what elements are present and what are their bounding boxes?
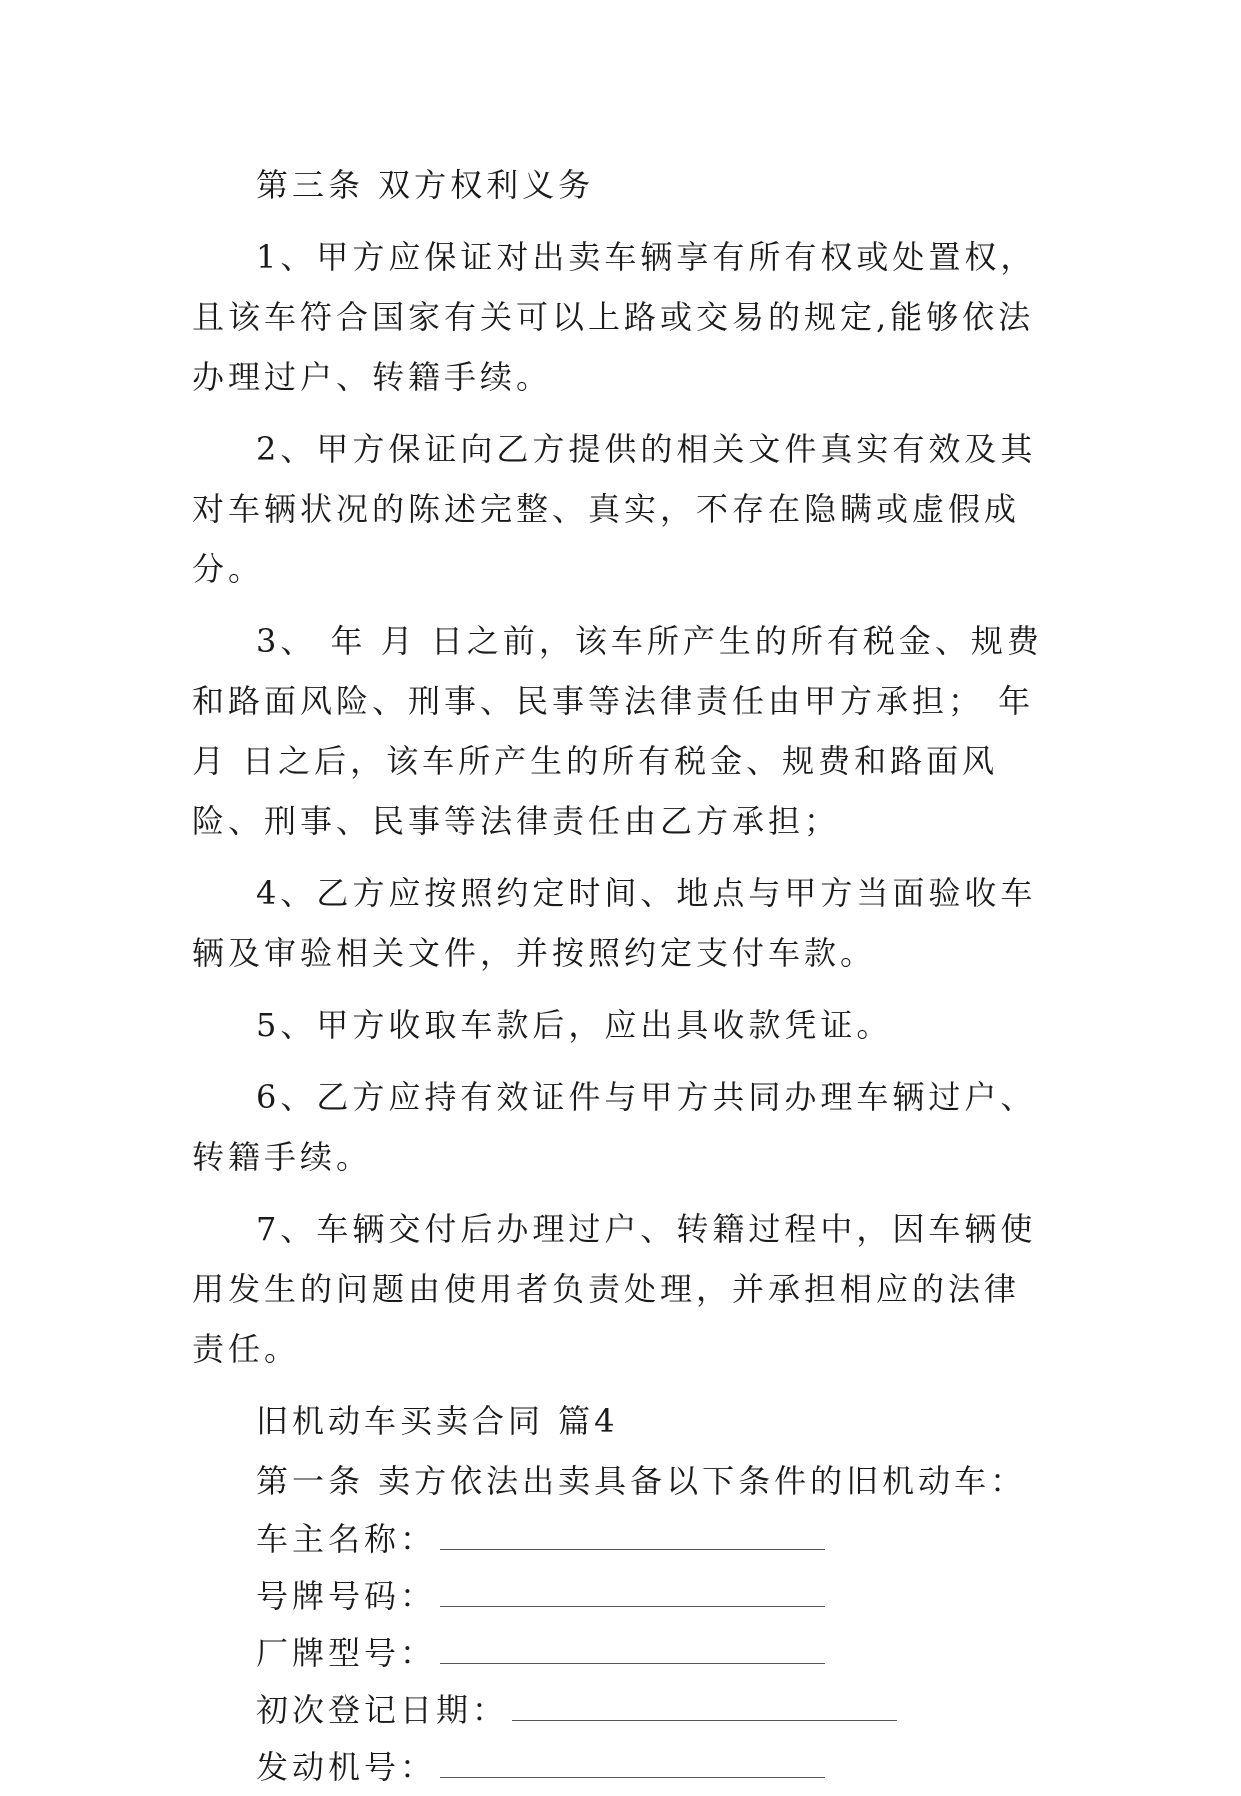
plate-number-field — [192, 1568, 1052, 1625]
article-3-item-2: 2、甲方保证向乙方提供的相关文件真实有效及其对车辆状况的陈述完整、真实，不存在隐瞒或虚假成分。 — [192, 430, 1037, 588]
first-registration-blank[interactable] — [512, 1694, 897, 1721]
first-registration-field — [192, 1682, 1052, 1739]
article-3-item-1: 1、甲方应保证对出卖车辆享有所有权或处置权，且该车符合国家有关可以上路或交易的规定,能够依法办理过户、转籍手续。 — [192, 238, 1037, 396]
plate-number-label: 号牌号码： — [256, 1577, 437, 1615]
plate-number-blank[interactable] — [440, 1580, 825, 1607]
owner-name-label: 车主名称： — [256, 1520, 437, 1558]
brand-model-label: 厂牌型号： — [256, 1634, 437, 1672]
engine-number-label: 发动机号： — [256, 1748, 437, 1786]
owner-name-field — [192, 1511, 1052, 1568]
article-3-item-3: 3、 年 月 日之前，该车所产生的所有税金、规费和路面风险、刑事、民事等法律责任由甲方承担； 年 月 日之后，该车所产生的所有税金、规费和路面风险、刑事、民事等法律责任由乙方承担； — [192, 622, 1043, 840]
brand-model-blank[interactable] — [440, 1637, 825, 1664]
brand-model-field — [192, 1625, 1052, 1682]
first-registration-label: 初次登记日期： — [256, 1691, 509, 1729]
article-3-item-4: 4、乙方应按照约定时间、地点与甲方当面验收车辆及审验相关文件，并按照约定支付车款。 — [192, 874, 1037, 972]
article-3-item-7: 7、车辆交付后办理过户、转籍过程中，因车辆使用发生的问题由使用者负责处理，并承担相应的法律责任。 — [192, 1210, 1037, 1368]
article-3-item-5: 5、甲方收取车款后，应出具收款凭证。 — [256, 1006, 893, 1044]
article-3-item-6: 6、乙方应持有效证件与甲方共同办理车辆过户、转籍手续。 — [192, 1078, 1037, 1176]
section-4-heading: 旧机动车买卖合同 篇4 — [256, 1402, 619, 1440]
article-1-title: 第一条 卖方依法出卖具备以下条件的旧机动车： — [256, 1462, 1027, 1500]
owner-name-blank[interactable] — [440, 1523, 825, 1550]
document-body — [192, 155, 1052, 1796]
article-3-title: 第三条 双方权利义务 — [256, 166, 595, 204]
engine-number-blank[interactable] — [440, 1751, 825, 1778]
engine-number-field — [192, 1739, 1052, 1796]
